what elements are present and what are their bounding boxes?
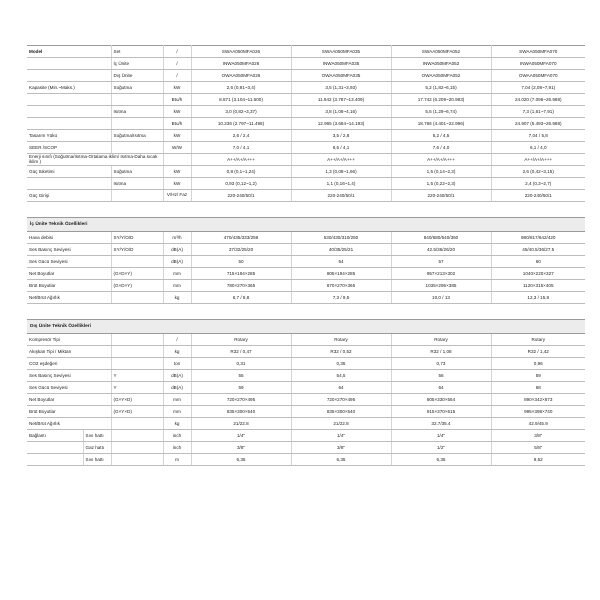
spec-value: 5/8" [491, 442, 585, 454]
indoor-spec-row [27, 232, 585, 244]
spec-label: Hava debisi [27, 232, 111, 244]
spec-value: 56 [391, 370, 491, 382]
indoor-label: İç Ünite [111, 58, 163, 70]
indoor-spec-row [27, 268, 585, 280]
spec-value: 720×270×495 [191, 394, 291, 406]
spec-value: 12,3 / 15,8 [491, 292, 585, 304]
spec-label: Brüt Boyutlar [27, 280, 111, 292]
outdoor-spec-row [27, 406, 585, 418]
capacity-cool-kw-row: Kapasite (Min.~Maks.) Soğutma kW 2,6 (0,91~3,4) 3,5 (1,31~3,93) 5,2 (1,82~6,15) 7,04 (2,08~7,91) [27, 82, 585, 94]
spec-value: 0,31 [191, 358, 291, 370]
outdoor-spec-row [27, 370, 585, 382]
spec-value: 1120×315×405 [491, 280, 585, 292]
spec-value: Rotary [191, 334, 291, 346]
spec-value: 1/4" [191, 430, 291, 442]
spec-mode: (G×D×Y) [111, 280, 163, 292]
capacity-heat-btu-row: Btu/h 10.236 (2.797~11.498) 12.965 (3.684~14.193) 18.766 (4.401~22.996) 24.907 (5.493~26.988) [27, 118, 585, 130]
spec-value: 45/40.5/36/27.5 [491, 244, 585, 256]
spec-value: 995×398×740 [491, 406, 585, 418]
spec-mode: Y [111, 370, 163, 382]
spec-label: CO2 eşdeğeri [27, 358, 111, 370]
spec-value: 3/8" [291, 442, 391, 454]
spec-label: Ses Basınç Seviyesi [27, 244, 111, 256]
energy-class-row: Enerji sınıfı (Soğutma/Isıtma-Ortalama iklim/ Isıtma-Daha sıcak iklim ) A++/A+/A+++ A++/A+/A+++ A++/A+/A+++ A++/A+/A+++ [27, 154, 585, 166]
design-load-row: Tasarım Yükü Soğutma/Isıtma kW 2,6 / 2,4 3,5 / 2,8 5,2 / 4,5 7,04 / 5,8 [27, 130, 585, 142]
spec-value: 42.9/45.9 [491, 418, 585, 430]
outdoor-spec-row [27, 346, 585, 358]
spec-value: 40/35/25/21 [291, 244, 391, 256]
spec-value: 6,35 [291, 454, 391, 466]
spec-label: Net/Brüt Ağırlık [27, 418, 111, 430]
indoor-spec-row [27, 292, 585, 304]
power-cool-row: Güç tüketimi Soğutma kW 0,8 (0,1~1,24) 1,3 (0,08~1,66) 1,5 (0,14~2,3) 2,6 (0,42~3,15) [27, 166, 585, 178]
spec-mode [111, 292, 163, 304]
spec-unit: dB(A) [163, 370, 191, 382]
outdoor-model-cell: OWAA050MFA035 [291, 70, 391, 82]
capacity-cool-btu-row: Btu/h 8.871 (3.104~11.600) 11.942 (3.787~13.409) 17.742 (6.209~20.983) 24.020 (7.096~26.988) [27, 94, 585, 106]
spec-value: 835×300×540 [291, 406, 391, 418]
spec-value: 470/435/333/259 [191, 232, 291, 244]
spec-unit: kg [163, 292, 191, 304]
spec-unit: mm [163, 406, 191, 418]
spec-value: 1/2" [391, 442, 491, 454]
spec-value: 57 [391, 256, 491, 268]
power-heat-row: Isıtma kW 0,93 (0,12~1,2) 1,1 (0,16~1,4) 1,5 (0,22~2,3) 2,4 (0,3~2,7) [27, 178, 585, 190]
spec-value: 3/8" [491, 430, 585, 442]
power-supply-row: Güç Girişi V/Hz/ Faz 220-240/50/1 220-240/50/1 220-240/50/1 220-240/50/1 [27, 190, 585, 202]
indoor-spec-row [27, 256, 585, 268]
pipe-connection-row [27, 454, 585, 466]
spec-value: 530/430/310/250 [291, 232, 391, 244]
spec-value: 54,5 [291, 370, 391, 382]
spec-value: 0,96 [491, 358, 585, 370]
spec-value: 0,35 [291, 358, 391, 370]
model-set-row: Model Set / SWAA050MFA026 SWAA050MFA035 SWAA050MFA052 SWAA050MFA070 [27, 46, 585, 58]
spec-mode [111, 358, 163, 370]
spec-value: 68 [491, 382, 585, 394]
spec-unit: mm [163, 394, 191, 406]
spec-value: Rotary [491, 334, 585, 346]
spec-value: 0,73 [391, 358, 491, 370]
general-spec-table [27, 45, 585, 202]
spec-value: 7,3 / 9,5 [291, 292, 391, 304]
outdoor-model-cell: OWAA050MFA026 [191, 70, 291, 82]
spec-value: 6,7 / 8,8 [191, 292, 291, 304]
spec-unit: dB(A) [163, 244, 191, 256]
model-label: Model [27, 46, 111, 58]
spec-value: 6,35 [191, 454, 291, 466]
indoor-model-cell: INWA050MFA026 [191, 58, 291, 70]
indoor-section-title: İç Ünite Teknik Özellikleri [27, 217, 585, 232]
spec-value: 55 [191, 370, 291, 382]
indoor-model-cell: INWA050MFA052 [391, 58, 491, 70]
spec-value: 870×270×365 [291, 280, 391, 292]
outdoor-section-title: Dış Ünite Teknik Özellikleri [27, 319, 585, 334]
spec-label: Net Boyutlar [27, 268, 111, 280]
spec-value: 21/22.8 [291, 418, 391, 430]
spec-unit: inch [163, 442, 191, 454]
spec-value: 1035×295×385 [391, 280, 491, 292]
outdoor-label: Dış Ünite [111, 70, 163, 82]
spec-value: 957×213×302 [391, 268, 491, 280]
outdoor-spec-row [27, 394, 585, 406]
spec-mode: (G×Y×D) [111, 394, 163, 406]
indoor-model-cell: INWA050MFA035 [291, 58, 391, 70]
spec-value: 780×270×365 [191, 280, 291, 292]
capacity-heat-kw-row: Isıtma kW 3,0 (0,82~3,37) 3,8 (1,08~4,16) 5,5 (1,29~6,74) 7,3 (1,61~7,91) [27, 106, 585, 118]
set-model-cell: SWAA050MFA052 [391, 46, 491, 58]
indoor-model-cell: INWA050MFA070 [491, 58, 585, 70]
spec-value: 54 [291, 256, 391, 268]
spec-unit: mm [163, 280, 191, 292]
outdoor-spec-row [27, 382, 585, 394]
spec-value: 3/8" [191, 442, 291, 454]
seer-scop-row: SEER /SCOP W/W 7,0 / 4,1 6,5 / 4,1 7,6 / 4,0 6,1 / 4,0 [27, 142, 585, 154]
pipe-connection-row [27, 442, 585, 454]
spec-mode: Y [111, 382, 163, 394]
spec-value: 805×330×554 [391, 394, 491, 406]
spec-value: 60 [491, 256, 585, 268]
spec-mode: SY/Y/O/D [111, 232, 163, 244]
spec-label: Ses Gücü Seviyesi [27, 256, 111, 268]
spec-value: 720×270×495 [291, 394, 391, 406]
spec-mode [111, 346, 163, 358]
indoor-spec-row [27, 244, 585, 256]
model-outdoor-row: Dış Ünite / OWAA050MFA026 OWAA050MFA035 OWAA050MFA052 OWAA050MFA070 [27, 70, 585, 82]
spec-value: 1040×220×327 [491, 268, 585, 280]
spec-value: 980/817/642/420 [491, 232, 585, 244]
spec-unit: ton [163, 358, 191, 370]
spec-value: 835×300×540 [191, 406, 291, 418]
spec-label: Net Boyutlar [27, 394, 111, 406]
pipe-connection-row [27, 430, 585, 442]
spec-value: 6,35 [391, 454, 491, 466]
spec-value: R32 / 1,08 [391, 346, 491, 358]
spec-value: 32.7/35.4 [391, 418, 491, 430]
spec-unit: kg [163, 418, 191, 430]
set-model-cell: SWAA050MFA070 [491, 46, 585, 58]
pipe-label: Sıvı hattı [83, 454, 111, 466]
spec-label: Kompresör Tipi [27, 334, 111, 346]
spec-mode [111, 418, 163, 430]
spec-value: Rotary [391, 334, 491, 346]
spec-label: Akışkan Tipi / Miktarı [27, 346, 111, 358]
connection-label: Bağlantı [27, 430, 83, 442]
spec-value: 59 [491, 370, 585, 382]
spec-value: R32 / 1,42 [491, 346, 585, 358]
pipe-label: Gaz hattı [83, 442, 111, 454]
spec-value: R32 / 0,52 [291, 346, 391, 358]
spec-unit: / [163, 334, 191, 346]
spec-unit: mm [163, 268, 191, 280]
spec-value: 10,0 / 13 [391, 292, 491, 304]
spec-label: Net/Brüt Ağırlık [27, 292, 111, 304]
spec-value: R32 / 0,47 [191, 346, 291, 358]
spec-unit: m³/h [163, 232, 191, 244]
indoor-spec-row [27, 280, 585, 292]
set-label: Set [111, 46, 163, 58]
indoor-spec-table [27, 232, 585, 304]
spec-mode [111, 256, 163, 268]
spec-unit: m [163, 454, 191, 466]
spec-label: Brüt Boyutlar [27, 406, 111, 418]
spec-value: 715×194×285 [191, 268, 291, 280]
spec-value: 64 [291, 382, 391, 394]
spec-mode [111, 334, 163, 346]
spec-mode: (G×D×Y) [111, 268, 163, 280]
spec-unit: inch [163, 430, 191, 442]
outdoor-model-cell: OWAA050MFA070 [491, 70, 585, 82]
spec-value: 805×194×285 [291, 268, 391, 280]
spec-value: 37/32/25/20 [191, 244, 291, 256]
spec-value: 1/4" [391, 430, 491, 442]
spec-label: Ses Basınç Seviyesi [27, 370, 111, 382]
pipe-label: Sıvı hattı [83, 430, 111, 442]
spec-unit: dB(A) [163, 382, 191, 394]
spec-value: 1/4" [291, 430, 391, 442]
spec-value: 915×370×615 [391, 406, 491, 418]
spec-unit: kg [163, 346, 191, 358]
spec-value: Rotary [291, 334, 391, 346]
spec-value: 50 [191, 256, 291, 268]
spec-value: 42.5/36/26/20 [391, 244, 491, 256]
outdoor-spec-row [27, 334, 585, 346]
model-indoor-row: İç Ünite / INWA050MFA026 INWA050MFA035 INWA050MFA052 INWA050MFA070 [27, 58, 585, 70]
capacity-label: Kapasite (Min.~Maks.) [27, 82, 111, 94]
outdoor-spec-row [27, 418, 585, 430]
outdoor-model-cell: OWAA050MFA052 [391, 70, 491, 82]
spec-label: Ses Gücü Seviyesi [27, 382, 111, 394]
spec-mode: (G×Y×D) [111, 406, 163, 418]
spec-sheet [27, 45, 585, 466]
set-model-cell: SWAA050MFA035 [291, 46, 391, 58]
outdoor-spec-table [27, 334, 585, 466]
spec-value: 890×342×673 [491, 394, 585, 406]
spec-unit: dB(A) [163, 256, 191, 268]
spec-value: 9,52 [491, 454, 585, 466]
spec-value: 21/22.8 [191, 418, 291, 430]
spec-value: 840/680/540/360 [391, 232, 491, 244]
spec-value: 59 [191, 382, 291, 394]
spec-value: 64 [391, 382, 491, 394]
outdoor-spec-row [27, 358, 585, 370]
set-model-cell: SWAA050MFA026 [191, 46, 291, 58]
spec-mode: SY/Y/O/D [111, 244, 163, 256]
